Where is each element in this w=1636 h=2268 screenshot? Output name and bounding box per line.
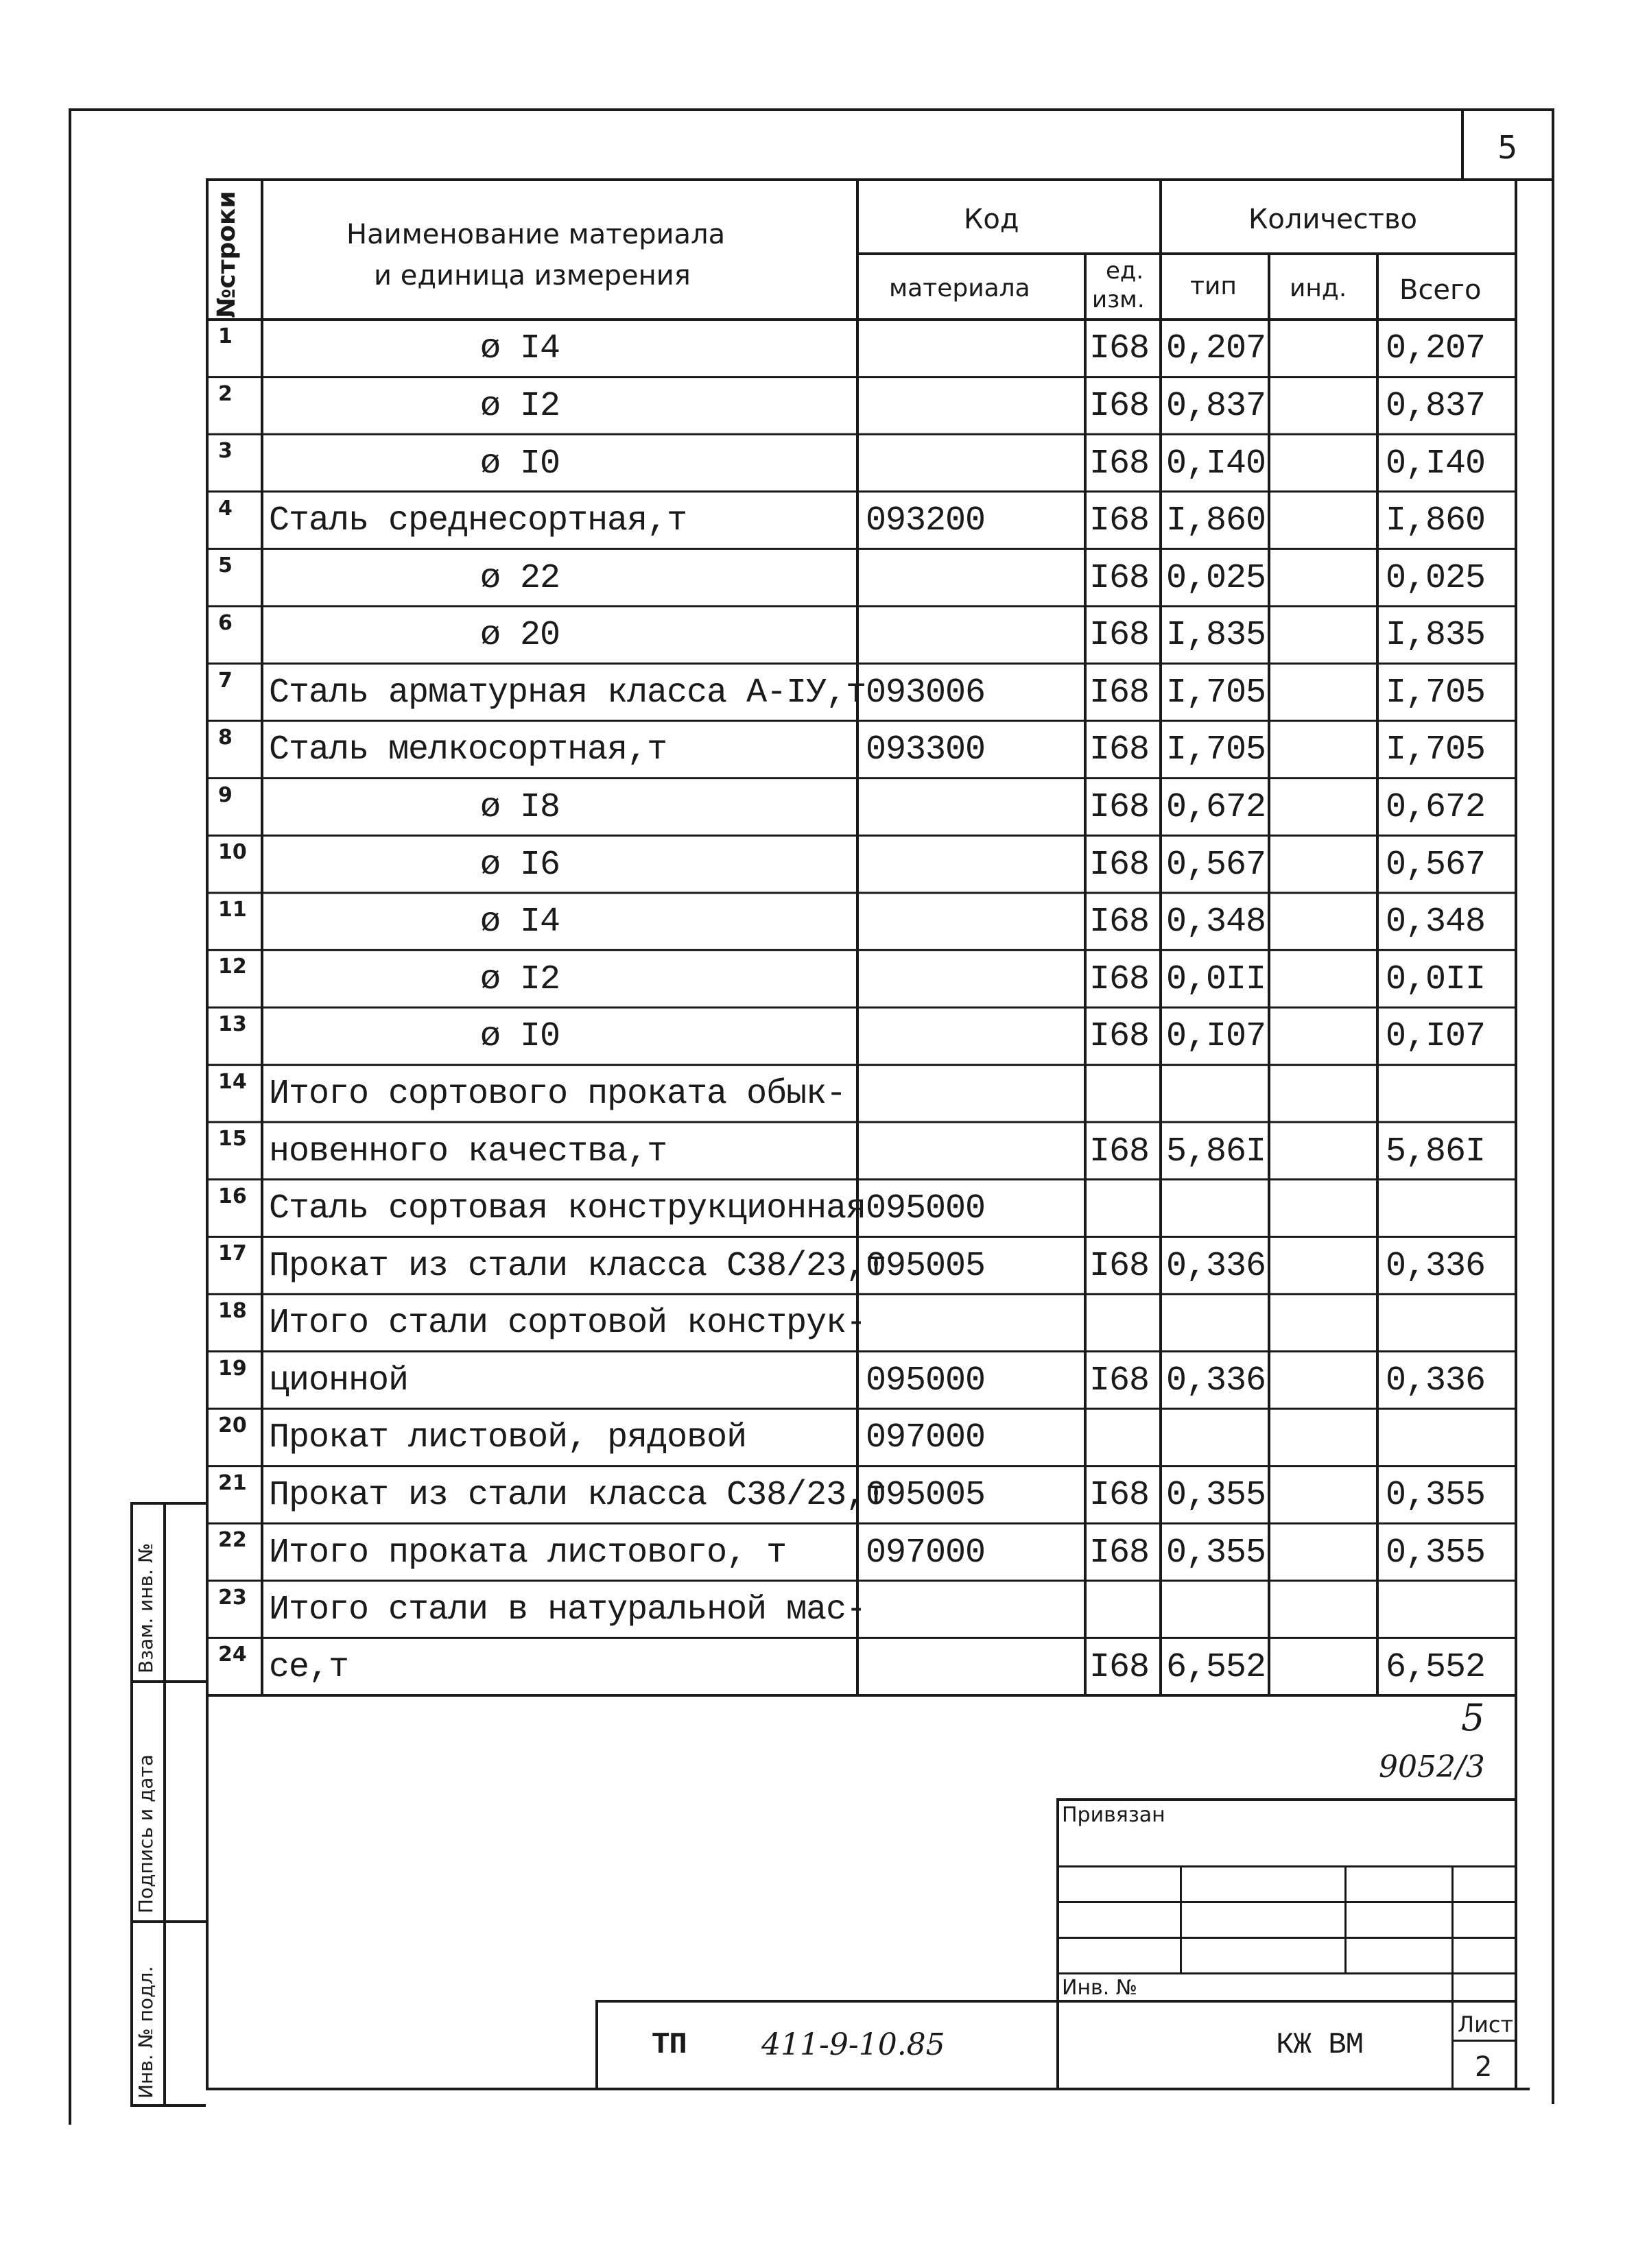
- row-material-code: 095005: [866, 1476, 986, 1515]
- row-unit-code: I68: [1089, 960, 1150, 999]
- row-qty-type: I,860: [1166, 501, 1266, 540]
- row-number: 9: [218, 783, 233, 807]
- header-row-number: №строки: [213, 191, 241, 318]
- row-number: 15: [218, 1127, 247, 1151]
- stamp-vzam-inv: Взам. инв. №: [134, 1542, 157, 1673]
- row-unit-code: I68: [1089, 444, 1150, 484]
- row-qty-total: 0,336: [1386, 1361, 1486, 1400]
- header-qty-ind: инд.: [1290, 274, 1347, 302]
- row-number: 2: [218, 382, 233, 406]
- row-material-name: ø I4: [480, 329, 560, 368]
- row-number: 19: [218, 1357, 247, 1381]
- row-number: 14: [218, 1070, 247, 1094]
- row-unit-code: I68: [1089, 501, 1150, 540]
- row-qty-total: I,705: [1386, 730, 1486, 769]
- row-number: 7: [218, 669, 233, 693]
- row-material-name: ø I2: [480, 960, 560, 999]
- row-material-name: ø 20: [480, 616, 560, 655]
- header-code-unit: ед.: [1106, 257, 1144, 285]
- row-unit-code: I68: [1089, 387, 1150, 426]
- row-unit-code: I68: [1089, 1361, 1150, 1400]
- row-qty-total: 6,552: [1386, 1648, 1486, 1687]
- row-unit-code: I68: [1089, 1476, 1150, 1515]
- row-qty-total: 0,025: [1386, 559, 1486, 598]
- row-material-name: Итого стали сортовой конструк-: [269, 1304, 866, 1343]
- row-material-name: ø I4: [480, 903, 560, 942]
- row-material-code: 093200: [866, 501, 986, 540]
- row-material-name: новенного качества,т: [269, 1132, 667, 1171]
- row-material-name: Итого проката листового, т: [269, 1533, 787, 1573]
- row-qty-total: 5,86I: [1386, 1132, 1486, 1171]
- row-number: 21: [218, 1471, 247, 1495]
- row-number: 8: [218, 726, 233, 750]
- row-number: 22: [218, 1528, 247, 1552]
- row-material-name: ционной: [269, 1361, 409, 1400]
- row-qty-type: 0,207: [1166, 329, 1266, 368]
- row-qty-type: 0,025: [1166, 559, 1266, 598]
- row-qty-total: 0,672: [1386, 788, 1486, 827]
- header-quantity: Количество: [1248, 204, 1418, 235]
- row-number: 1: [218, 324, 233, 348]
- row-qty-total: I,835: [1386, 616, 1486, 655]
- row-qty-type: 0,I07: [1166, 1017, 1266, 1056]
- row-material-code: 093300: [866, 730, 986, 769]
- row-unit-code: I68: [1089, 559, 1150, 598]
- row-qty-type: 0,0II: [1166, 960, 1266, 999]
- header-qty-type: тип: [1190, 272, 1237, 300]
- row-number: 18: [218, 1299, 247, 1323]
- row-material-name: Итого стали в натуральной мас-: [269, 1590, 866, 1630]
- row-unit-code: I68: [1089, 616, 1150, 655]
- row-qty-type: 5,86I: [1166, 1132, 1266, 1171]
- header-name: Наименование материала: [346, 219, 726, 250]
- row-material-name: ø I2: [480, 387, 560, 426]
- row-material-name: ø 22: [480, 559, 560, 598]
- doc-prefix: ТП: [652, 2028, 687, 2062]
- header-code: Код: [964, 204, 1019, 235]
- page-number: 5: [1497, 129, 1518, 166]
- row-qty-total: 0,I07: [1386, 1017, 1486, 1056]
- row-number: 17: [218, 1241, 247, 1265]
- row-unit-code: I68: [1089, 673, 1150, 713]
- row-qty-total: 0,I40: [1386, 444, 1486, 484]
- row-material-code: 095000: [866, 1361, 986, 1400]
- row-qty-total: 0,837: [1386, 387, 1486, 426]
- row-qty-total: 0,348: [1386, 903, 1486, 942]
- row-number: 20: [218, 1413, 247, 1437]
- row-number: 16: [218, 1184, 247, 1208]
- row-material-name: Сталь сортовая конструкционная: [269, 1189, 866, 1228]
- sheet-label: Лист: [1458, 2012, 1514, 2038]
- row-qty-type: I,705: [1166, 730, 1266, 769]
- row-material-name: Сталь арматурная класса А-IУ,т: [269, 673, 866, 713]
- title-inv-no: Инв. №: [1062, 1976, 1138, 2000]
- header-code-material: материала: [889, 274, 1030, 302]
- row-unit-code: I68: [1089, 730, 1150, 769]
- row-material-name: Прокат из стали класса С38/23,т: [269, 1476, 886, 1515]
- row-unit-code: I68: [1089, 1533, 1150, 1573]
- header-qty-total: Всего: [1399, 274, 1482, 306]
- row-material-name: ø I0: [480, 444, 560, 484]
- row-material-name: ø I8: [480, 788, 560, 827]
- row-unit-code: I68: [1089, 1648, 1150, 1687]
- doc-number: 411-9-10.85: [761, 2027, 945, 2062]
- row-qty-type: 0,355: [1166, 1476, 1266, 1515]
- row-qty-total: 0,336: [1386, 1247, 1486, 1286]
- row-unit-code: I68: [1089, 1132, 1150, 1171]
- row-qty-total: 0,355: [1386, 1533, 1486, 1573]
- row-material-name: Сталь среднесортная,т: [269, 501, 687, 540]
- row-number: 10: [218, 840, 247, 864]
- row-qty-type: 0,837: [1166, 387, 1266, 426]
- sheet-value: 2: [1475, 2051, 1493, 2083]
- row-unit-code: I68: [1089, 788, 1150, 827]
- handwritten-bottom: 9052/3: [1379, 1750, 1485, 1784]
- row-unit-code: I68: [1089, 1017, 1150, 1056]
- row-material-code: 093006: [866, 673, 986, 713]
- row-qty-type: 0,567: [1166, 846, 1266, 885]
- row-material-code: 097000: [866, 1533, 986, 1573]
- row-number: 11: [218, 898, 247, 922]
- row-qty-total: I,705: [1386, 673, 1486, 713]
- row-qty-type: 0,I40: [1166, 444, 1266, 484]
- row-unit-code: I68: [1089, 329, 1150, 368]
- stamp-podpis-data: Подпись и дата: [134, 1754, 157, 1913]
- row-material-name: ø I6: [480, 846, 560, 885]
- row-number: 12: [218, 955, 247, 979]
- row-qty-total: 0,567: [1386, 846, 1486, 885]
- row-number: 4: [218, 497, 233, 521]
- header-code-unit-line2: изм.: [1092, 286, 1145, 313]
- row-qty-total: 0,0II: [1386, 960, 1486, 999]
- row-number: 5: [218, 553, 233, 577]
- row-material-name: Прокат из стали класса С38/23,т: [269, 1247, 886, 1286]
- row-qty-total: I,860: [1386, 501, 1486, 540]
- row-number: 13: [218, 1012, 247, 1036]
- doc-mark: КЖ ВМ: [1276, 2028, 1364, 2062]
- row-qty-type: 0,336: [1166, 1247, 1266, 1286]
- row-material-name: Итого сортового проката обык-: [269, 1075, 846, 1114]
- row-qty-type: I,705: [1166, 673, 1266, 713]
- row-qty-total: 0,207: [1386, 329, 1486, 368]
- row-qty-type: 0,336: [1166, 1361, 1266, 1400]
- row-material-name: Прокат листовой, рядовой: [269, 1418, 747, 1457]
- row-material-code: 095005: [866, 1247, 986, 1286]
- row-unit-code: I68: [1089, 903, 1150, 942]
- row-material-name: ø I0: [480, 1017, 560, 1056]
- row-unit-code: I68: [1089, 846, 1150, 885]
- row-qty-total: 0,355: [1386, 1476, 1486, 1515]
- row-material-code: 095000: [866, 1189, 986, 1228]
- row-unit-code: I68: [1089, 1247, 1150, 1286]
- handwritten-top: 5: [1461, 1696, 1485, 1739]
- row-qty-type: 0,355: [1166, 1533, 1266, 1573]
- row-qty-type: 0,672: [1166, 788, 1266, 827]
- row-qty-type: 6,552: [1166, 1648, 1266, 1687]
- row-number: 23: [218, 1586, 247, 1610]
- row-qty-type: 0,348: [1166, 903, 1266, 942]
- row-qty-type: I,835: [1166, 616, 1266, 655]
- stamp-inv-podl: Инв. № подл.: [134, 1966, 157, 2099]
- row-material-name: Сталь мелкосортная,т: [269, 730, 667, 769]
- row-material-code: 097000: [866, 1418, 986, 1457]
- row-number: 24: [218, 1643, 247, 1667]
- header-name-line2: и единица измерения: [374, 260, 691, 291]
- row-material-name: се,т: [269, 1648, 349, 1687]
- row-number: 6: [218, 611, 233, 635]
- title-privyazan: Привязан: [1062, 1803, 1165, 1827]
- row-number: 3: [218, 439, 233, 463]
